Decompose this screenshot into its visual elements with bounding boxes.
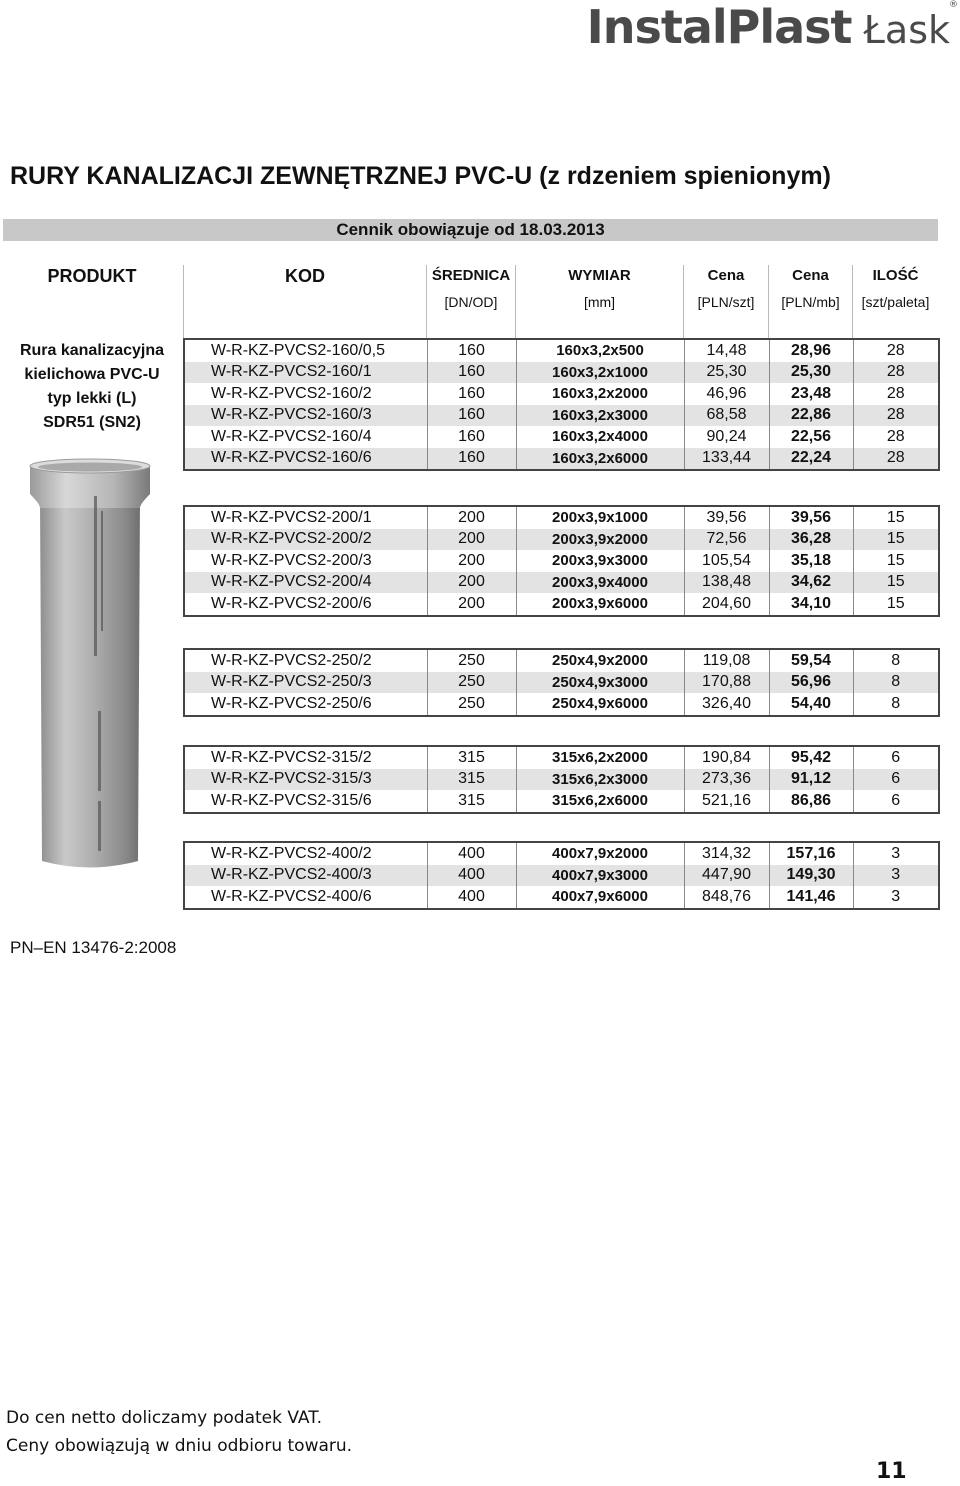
ilosc-cell: 8 xyxy=(853,672,939,694)
header-wymiar xyxy=(515,265,683,338)
cena-mb-cell: 157,16 xyxy=(769,842,853,865)
header-ilosc-unit: [szt/paleta] xyxy=(861,294,930,310)
footer-price-note: Ceny obowiązują w dniu odbioru towaru. xyxy=(6,1436,353,1456)
ilosc-cell: 3 xyxy=(853,842,939,865)
logo-brand: InstalPlast xyxy=(586,0,852,54)
kod-cell: W-R-KZ-PVCS2-160/3 xyxy=(211,406,372,424)
table-row xyxy=(184,339,939,362)
table-row xyxy=(184,426,939,448)
kod-cell: W-R-KZ-PVCS2-315/3 xyxy=(211,770,372,788)
product-line-3: typ lekki (L) xyxy=(47,390,137,407)
srednica-cell: 160 xyxy=(427,426,516,448)
table-row xyxy=(184,593,939,616)
ilosc-cell: 15 xyxy=(853,506,939,529)
table-row xyxy=(184,842,939,865)
wymiar-cell: 160x3,2x4000 xyxy=(516,426,684,448)
cena-szt-cell: 190,84 xyxy=(684,746,769,769)
ilosc-cell: 6 xyxy=(853,790,939,813)
footer-vat-note: Do cen netto doliczamy podatek VAT. xyxy=(6,1408,322,1428)
table-row xyxy=(184,550,939,572)
kod-cell: W-R-KZ-PVCS2-160/4 xyxy=(211,427,372,445)
product-description xyxy=(2,339,182,435)
header-wymiar-unit: [mm] xyxy=(583,294,616,310)
header-produkt xyxy=(2,265,182,338)
wymiar-cell: 315x6,2x3000 xyxy=(516,769,684,791)
cena-mb-cell: 59,54 xyxy=(769,649,853,672)
cena-szt-cell: 314,32 xyxy=(684,842,769,865)
srednica-cell: 200 xyxy=(427,550,516,572)
ilosc-cell: 15 xyxy=(853,550,939,572)
kod-cell: W-R-KZ-PVCS2-250/6 xyxy=(211,694,372,712)
table-row xyxy=(184,790,939,813)
wymiar-cell: 400x7,9x6000 xyxy=(516,886,684,909)
kod-cell: W-R-KZ-PVCS2-200/2 xyxy=(211,530,372,548)
logo-registered-mark: ® xyxy=(949,0,958,10)
header-kod-label: KOD xyxy=(285,266,325,286)
kod-cell: W-R-KZ-PVCS2-200/1 xyxy=(211,508,372,526)
table-row xyxy=(184,746,939,769)
cena-mb-cell: 54,40 xyxy=(769,693,853,716)
ilosc-cell: 15 xyxy=(853,529,939,551)
header-kod xyxy=(183,265,426,338)
price-table-dn315 xyxy=(183,745,940,814)
cena-mb-cell: 95,42 xyxy=(769,746,853,769)
cena-mb-cell: 35,18 xyxy=(769,550,853,572)
ilosc-cell: 28 xyxy=(853,383,939,405)
price-table-dn250 xyxy=(183,648,940,717)
wymiar-cell: 315x6,2x6000 xyxy=(516,790,684,813)
header-srednica xyxy=(426,265,515,338)
price-table-dn400 xyxy=(183,841,940,910)
cena-mb-cell: 56,96 xyxy=(769,672,853,694)
header-cena-szt xyxy=(683,265,768,338)
pvc-pipe-image xyxy=(20,456,160,876)
header-ilosc-label: ILOŚĆ xyxy=(872,267,919,284)
wymiar-cell: 400x7,9x2000 xyxy=(516,842,684,865)
srednica-cell: 200 xyxy=(427,572,516,594)
srednica-cell: 400 xyxy=(427,865,516,887)
cena-mb-cell: 34,62 xyxy=(769,572,853,594)
table-row xyxy=(184,529,939,551)
cena-mb-cell: 28,96 xyxy=(769,339,853,362)
cena-szt-cell: 119,08 xyxy=(684,649,769,672)
table-row xyxy=(184,693,939,716)
cena-mb-cell: 25,30 xyxy=(769,362,853,384)
srednica-cell: 250 xyxy=(427,649,516,672)
ilosc-cell: 28 xyxy=(853,448,939,471)
srednica-cell: 200 xyxy=(427,593,516,616)
header-cena-mb-label: Cena xyxy=(792,267,829,284)
kod-cell: W-R-KZ-PVCS2-160/6 xyxy=(211,449,372,467)
ilosc-cell: 3 xyxy=(853,886,939,909)
ilosc-cell: 28 xyxy=(853,339,939,362)
ilosc-cell: 28 xyxy=(853,405,939,427)
table-row xyxy=(184,506,939,529)
header-cena-szt-unit: [PLN/szt] xyxy=(697,294,755,310)
srednica-cell: 160 xyxy=(427,383,516,405)
kod-cell: W-R-KZ-PVCS2-400/2 xyxy=(211,844,372,862)
cena-szt-cell: 68,58 xyxy=(684,405,769,427)
page-number: 11 xyxy=(876,1459,907,1484)
srednica-cell: 200 xyxy=(427,529,516,551)
header-produkt-label: PRODUKT xyxy=(47,266,137,286)
wymiar-cell: 160x3,2x500 xyxy=(516,339,684,362)
cena-mb-cell: 86,86 xyxy=(769,790,853,813)
price-table-dn200 xyxy=(183,505,940,617)
kod-cell: W-R-KZ-PVCS2-400/6 xyxy=(211,887,372,905)
kod-cell: W-R-KZ-PVCS2-160/1 xyxy=(211,363,372,381)
srednica-cell: 400 xyxy=(427,842,516,865)
kod-cell: W-R-KZ-PVCS2-315/2 xyxy=(211,748,372,766)
price-validity-bar xyxy=(3,219,938,241)
product-line-4: SDR51 (SN2) xyxy=(43,414,141,431)
kod-cell: W-R-KZ-PVCS2-250/3 xyxy=(211,673,372,691)
srednica-cell: 315 xyxy=(427,746,516,769)
cena-szt-cell: 848,76 xyxy=(684,886,769,909)
wymiar-cell: 200x3,9x6000 xyxy=(516,593,684,616)
wymiar-cell: 200x3,9x1000 xyxy=(516,506,684,529)
wymiar-cell: 160x3,2x1000 xyxy=(516,362,684,384)
kod-cell: W-R-KZ-PVCS2-400/3 xyxy=(211,866,372,884)
kod-cell: W-R-KZ-PVCS2-160/0,5 xyxy=(211,341,385,359)
brand-logo xyxy=(586,0,958,54)
cena-mb-cell: 36,28 xyxy=(769,529,853,551)
cena-mb-cell: 22,86 xyxy=(769,405,853,427)
kod-cell: W-R-KZ-PVCS2-200/4 xyxy=(211,573,372,591)
ilosc-cell: 3 xyxy=(853,865,939,887)
table-row xyxy=(184,383,939,405)
header-srednica-unit: [DN/OD] xyxy=(444,294,498,310)
price-table-dn160 xyxy=(183,338,940,471)
wymiar-cell: 200x3,9x3000 xyxy=(516,550,684,572)
wymiar-cell: 200x3,9x4000 xyxy=(516,572,684,594)
wymiar-cell: 315x6,2x2000 xyxy=(516,746,684,769)
cena-mb-cell: 34,10 xyxy=(769,593,853,616)
cena-szt-cell: 521,16 xyxy=(684,790,769,813)
cena-szt-cell: 39,56 xyxy=(684,506,769,529)
wymiar-cell: 200x3,9x2000 xyxy=(516,529,684,551)
logo-city: Łask xyxy=(863,8,950,52)
cena-szt-cell: 72,56 xyxy=(684,529,769,551)
kod-cell: W-R-KZ-PVCS2-250/2 xyxy=(211,651,372,669)
wymiar-cell: 160x3,2x6000 xyxy=(516,448,684,471)
page-title: RURY KANALIZACJI ZEWNĘTRZNEJ PVC-U (z rdzeniem spienionym) xyxy=(10,162,831,190)
ilosc-cell: 8 xyxy=(853,693,939,716)
cena-szt-cell: 204,60 xyxy=(684,593,769,616)
ilosc-cell: 6 xyxy=(853,769,939,791)
product-line-2: kielichowa PVC-U xyxy=(24,366,160,383)
header-ilosc xyxy=(852,265,938,338)
table-row xyxy=(184,572,939,594)
cena-szt-cell: 326,40 xyxy=(684,693,769,716)
wymiar-cell: 400x7,9x3000 xyxy=(516,865,684,887)
table-row xyxy=(184,362,939,384)
cena-mb-cell: 22,56 xyxy=(769,426,853,448)
ilosc-cell: 6 xyxy=(853,746,939,769)
product-line-1: Rura kanalizacyjna xyxy=(19,342,165,359)
ilosc-cell: 28 xyxy=(853,426,939,448)
cena-szt-cell: 105,54 xyxy=(684,550,769,572)
ilosc-cell: 15 xyxy=(853,572,939,594)
ilosc-cell: 28 xyxy=(853,362,939,384)
srednica-cell: 250 xyxy=(427,693,516,716)
srednica-cell: 200 xyxy=(427,506,516,529)
wymiar-cell: 250x4,9x6000 xyxy=(516,693,684,716)
kod-cell: W-R-KZ-PVCS2-200/3 xyxy=(211,551,372,569)
srednica-cell: 250 xyxy=(427,672,516,694)
cena-szt-cell: 273,36 xyxy=(684,769,769,791)
footer-notes xyxy=(6,1404,352,1460)
cena-szt-cell: 138,48 xyxy=(684,572,769,594)
wymiar-cell: 160x3,2x3000 xyxy=(516,405,684,427)
kod-cell: W-R-KZ-PVCS2-200/6 xyxy=(211,594,372,612)
table-row xyxy=(184,865,939,887)
ilosc-cell: 8 xyxy=(853,649,939,672)
header-wymiar-label: WYMIAR xyxy=(568,267,631,284)
table-row xyxy=(184,405,939,427)
header-cena-szt-label: Cena xyxy=(707,267,745,284)
wymiar-cell: 250x4,9x2000 xyxy=(516,649,684,672)
cena-mb-cell: 91,12 xyxy=(769,769,853,791)
cena-mb-cell: 141,46 xyxy=(769,886,853,909)
standard-norm: PN–EN 13476-2:2008 xyxy=(10,938,177,957)
table-row xyxy=(184,649,939,672)
table-row xyxy=(184,769,939,791)
cena-szt-cell: 90,24 xyxy=(684,426,769,448)
price-validity-text: Cennik obowiązuje od 18.03.2013 xyxy=(336,220,605,239)
srednica-cell: 160 xyxy=(427,405,516,427)
header-cena-mb xyxy=(768,265,852,338)
kod-cell: W-R-KZ-PVCS2-160/2 xyxy=(211,384,372,402)
cena-szt-cell: 46,96 xyxy=(684,383,769,405)
table-row xyxy=(184,886,939,909)
header-cena-mb-unit: [PLN/mb] xyxy=(781,294,840,310)
cena-mb-cell: 23,48 xyxy=(769,383,853,405)
cena-mb-cell: 149,30 xyxy=(769,865,853,887)
kod-cell: W-R-KZ-PVCS2-315/6 xyxy=(211,791,372,809)
table-row xyxy=(184,672,939,694)
wymiar-cell: 250x4,9x3000 xyxy=(516,672,684,694)
srednica-cell: 160 xyxy=(427,339,516,362)
cena-mb-cell: 39,56 xyxy=(769,506,853,529)
wymiar-cell: 160x3,2x2000 xyxy=(516,383,684,405)
srednica-cell: 160 xyxy=(427,362,516,384)
cena-szt-cell: 133,44 xyxy=(684,448,769,471)
srednica-cell: 400 xyxy=(427,886,516,909)
cena-mb-cell: 22,24 xyxy=(769,448,853,471)
ilosc-cell: 15 xyxy=(853,593,939,616)
srednica-cell: 160 xyxy=(427,448,516,471)
table-row xyxy=(184,448,939,471)
srednica-cell: 315 xyxy=(427,790,516,813)
cena-szt-cell: 14,48 xyxy=(684,339,769,362)
cena-szt-cell: 170,88 xyxy=(684,672,769,694)
cena-szt-cell: 25,30 xyxy=(684,362,769,384)
srednica-cell: 315 xyxy=(427,769,516,791)
cena-szt-cell: 447,90 xyxy=(684,865,769,887)
header-srednica-label: ŚREDNICA xyxy=(431,267,511,284)
